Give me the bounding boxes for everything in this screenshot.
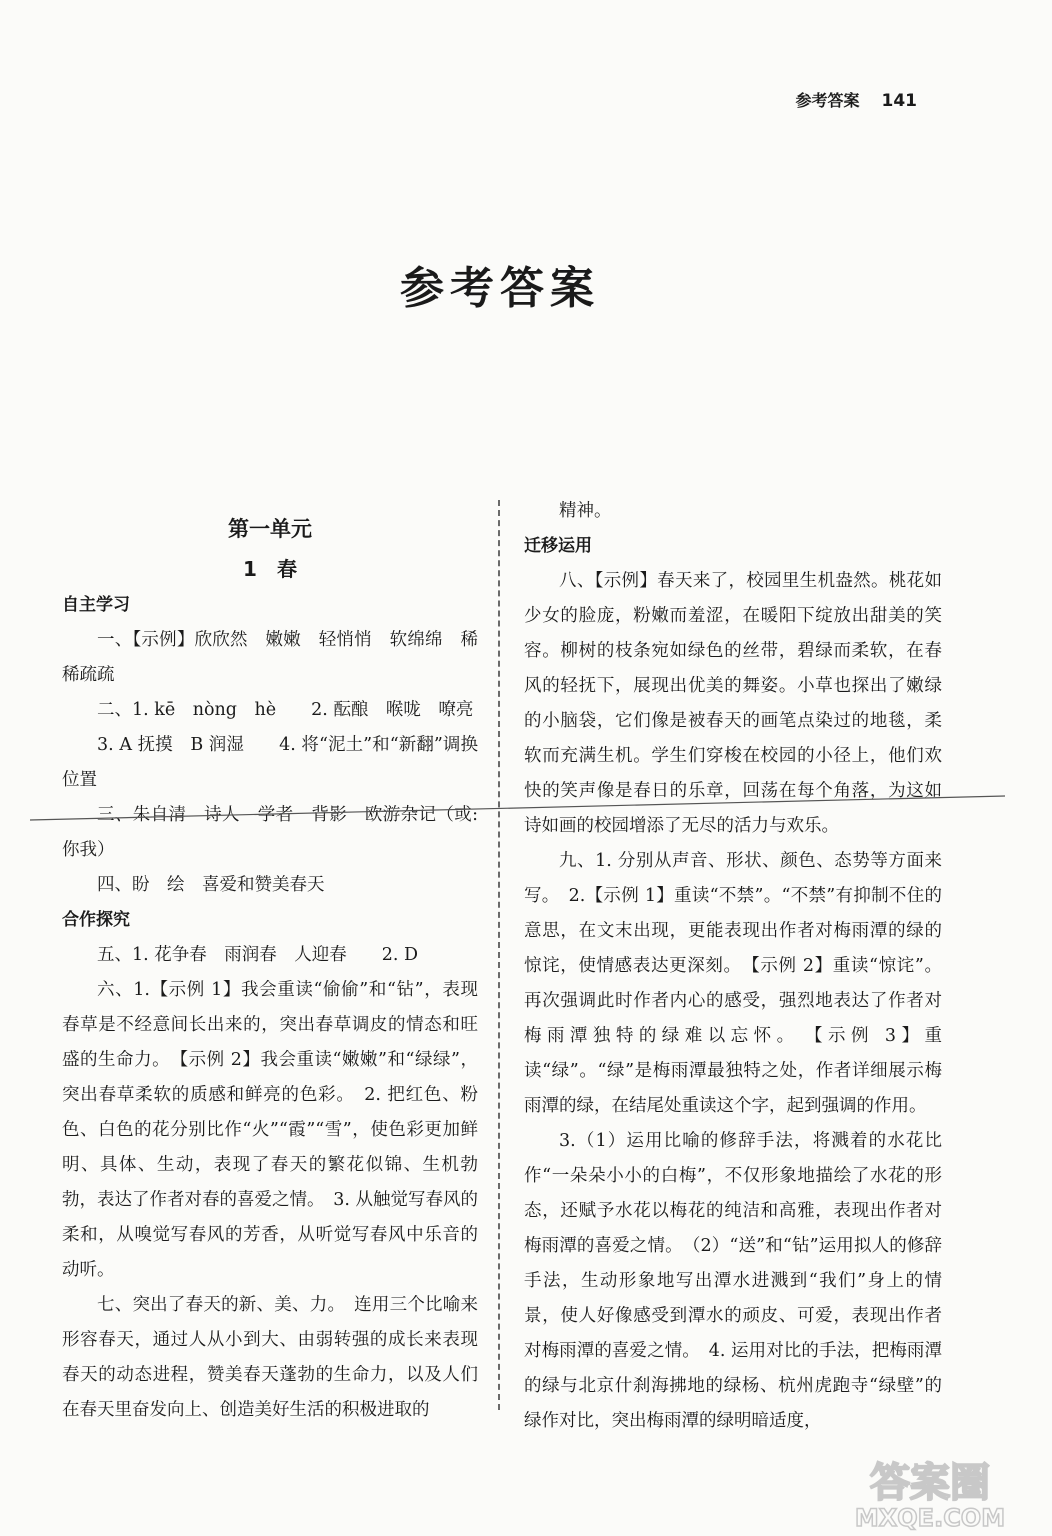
header-label: 参考答案	[795, 91, 860, 110]
answer-paragraph: 八、【示例】春天来了，校园里生机盎然。桃花如少女的脸庞，粉嫩而羞涩，在暖阳下绽放出甜美的笑容。柳树的枝条宛如绿色的丝带，碧绿而柔软，在春风的轻抚下，展现出优美的舞姿。小草也探出了嫩绿的小脑袋，它们像是被春天的画笔点染过的地毯，柔软而充满生机。学生们穿梭在校园的小径上，他们欢快的笑声像是春日的乐章，回荡在每个角落，为这如诗如画的校园增添了无尽的活力与欢乐。	[524, 571, 942, 836]
page-number: 141	[881, 91, 917, 111]
running-header	[795, 88, 917, 111]
column-divider	[498, 500, 500, 1410]
answer-paragraph: 九、1. 分别从声音、形状、颜色、态势等方面来写。 2.【示例 1】重读“不禁”。“不禁”有抑制不住的意思，在文末出现，更能表现出作者对梅雨潭的绿的惊诧，使情感表达更深刻。 【示例 2】重读“惊诧”。再次强调此时作者内心的感受，强烈地表达了作者对梅雨潭独特的绿难以忘怀。 【示例 3】重读“绿”。“绿”是梅雨潭最独特之处，作者详细展示梅雨潭的绿，在结尾处重读这个字，起到强调的作用。	[524, 851, 942, 1116]
section-heading-qianyi: 迁移运用	[524, 536, 592, 556]
watermark-logo	[830, 1452, 1030, 1532]
answer-paragraph: 精神。	[559, 501, 612, 521]
page-title: 参考答案	[400, 263, 600, 314]
answer-paragraph: 三、朱自清 诗人 学者 背影 欧游杂记（或:你我）	[62, 805, 478, 860]
answer-paragraph: 五、1. 花争春 雨润春 人迎春 2. D	[97, 945, 419, 965]
left-column	[62, 504, 478, 1428]
answer-paragraph: 3. A 抚摸 B 润湿 4. 将“泥土”和“新翻”调换位置	[62, 735, 478, 790]
watermark-text: 答案圈	[870, 1460, 990, 1506]
unit-heading: 第一单元	[228, 517, 312, 541]
section-heading-hezuo: 合作探究	[62, 910, 130, 930]
answer-paragraph: 七、突出了春天的新、美、力。 连用三个比喻来形容春天，通过人从小到大、由弱转强的成长来表现春天的动态进程，赞美春天蓬勃的生命力，以及人们在春天里奋发向上、创造美好生活的积极进取的	[62, 1295, 478, 1420]
answer-paragraph: 四、盼 绘 喜爱和赞美春天	[97, 875, 325, 895]
answer-paragraph: 3.（1）运用比喻的修辞手法，将溅着的水花比作“一朵朵小小的白梅”，不仅形象地描绘了水花的形态，还赋予水花以梅花的纯洁和高雅，表现出作者对梅雨潭的喜爱之情。 （2）“送”和“钻”运用拟人的修辞手法，生动形象地写出潭水进溅到“我们”身上的情景，使人好像感受到潭水的顽皮、可爱，表现出作者对梅雨潭的喜爱之情。 4. 运用对比的手法，把梅雨潭的绿与北京什刹海拂地的绿杨、杭州虎跑寺“绿壁”的绿作对比，突出梅雨潭的绿明暗适度，	[524, 1131, 942, 1431]
right-column	[524, 494, 942, 1439]
lesson-heading: 1 春	[243, 557, 297, 581]
answer-paragraph: 二、1. kē nòng hè 2. 酝酿 喉咙 嘹亮	[97, 700, 474, 720]
answer-paragraph: 一、【示例】欣欣然 嫩嫩 轻悄悄 软绵绵 稀稀疏疏	[62, 630, 478, 685]
answer-paragraph: 六、1.【示例 1】我会重读“偷偷”和“钻”，表现春草是不经意间长出来的，突出春草调皮的情态和旺盛的生命力。 【示例 2】我会重读“嫩嫩”和“绿绿”，突出春草柔软的质感和鲜亮的色彩。 2. 把红色、粉色、白色的花分别比作“火”“霞”“雪”，使色彩更加鲜明、具体、生动，表现了春天的繁花似锦、生机勃勃，表达了作者对春的喜爱之情。 3. 从触觉写春风的柔和，从嗅觉写春风的芳香，从听觉写春风中乐音的动听。	[62, 980, 479, 1280]
watermark-url: MXQE.COM	[854, 1504, 1006, 1532]
section-heading-zizhu: 自主学习	[62, 595, 130, 615]
pen-stroke-mark	[30, 794, 1005, 824]
